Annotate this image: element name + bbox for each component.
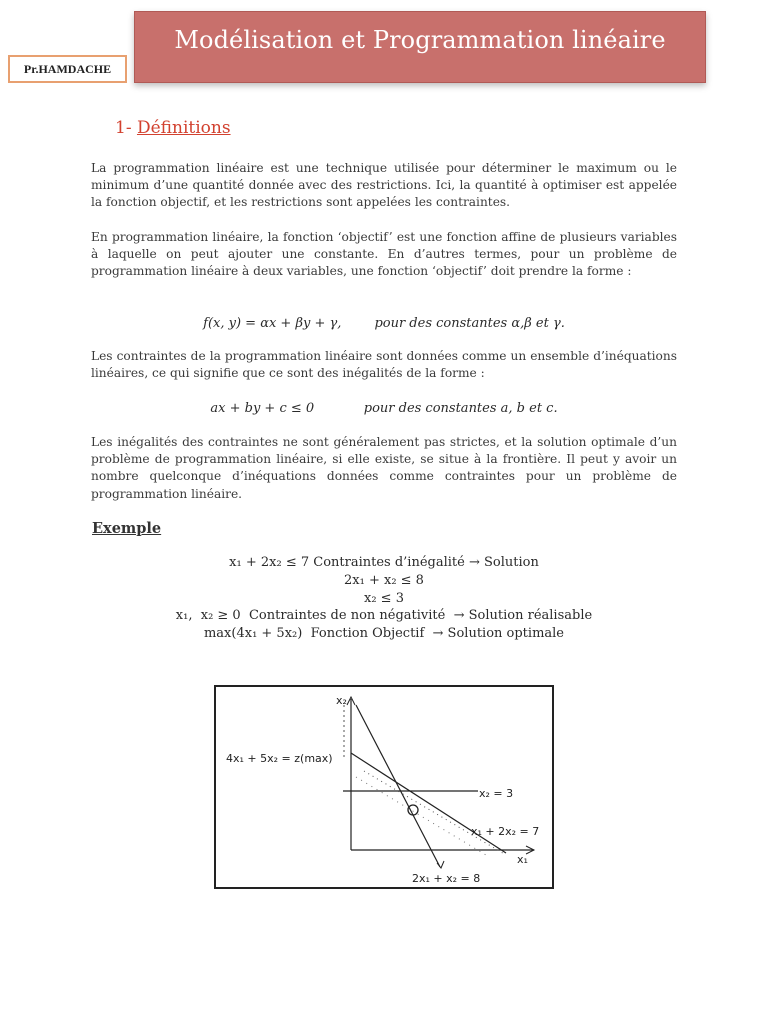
optimal-point-marker xyxy=(408,805,418,815)
paragraph-intro: La programmation linéaire est une technique utilisée pour déterminer le maximum ou le minimum d’une quantité donnée avec des restrictions. Ici, la quantité à optimiser est appelée la fonction objectif, et les restrictions sont appelées les contraintes. xyxy=(91,161,677,210)
example-heading: Exemple xyxy=(92,520,162,537)
x-axis-label: x₁ xyxy=(517,853,528,866)
example-line-2: 2x₁ + x₂ ≤ 8 xyxy=(344,573,424,588)
line-c2-label: 2x₁ + x₂ = 8 xyxy=(412,872,481,885)
example-line-1: x₁ + 2x₂ ≤ 7 Contraintes d’inégalité → Solution xyxy=(229,555,539,570)
example-line-5: max(4x₁ + 5x₂) Fonction Objectif → Solution optimale xyxy=(203,626,564,641)
line-x1-plus-2x2 xyxy=(351,753,506,853)
section-title: Définitions xyxy=(136,118,231,138)
line-2x1-plus-x2 xyxy=(356,705,440,867)
objective-label: 4x₁ + 5x₂ = z(max) xyxy=(226,752,333,765)
paragraph-inequalities: Les inégalités des contraintes ne sont généralement pas strictes, et la solution optimale d’un problème de programmation linéaire, si elle existe, se situe à la frontière. Il peut y avoir un nombre quelconque d’inéquations données comme contraintes pour un problème de programmation linéaire. xyxy=(91,435,677,501)
lp-graph xyxy=(216,687,552,887)
objective-dotted-line xyxy=(364,771,506,855)
paragraph-objective: En programmation linéaire, la fonction ‘objectif’ est une fonction affine de plusieurs variables à laquelle on peut ajouter une constante. En d’autres termes, pour un problème de programmation linéaire à deux variables, une fonction ‘objectif’ doit prendre la forme : xyxy=(91,230,677,279)
section-heading xyxy=(115,118,231,138)
title-banner xyxy=(134,11,706,83)
section-number: 1- xyxy=(115,118,137,138)
page-title: Modélisation et Programmation linéaire xyxy=(174,26,666,54)
author-label: Pr.HAMDACHE xyxy=(8,55,127,83)
lp-graph-figure xyxy=(214,685,554,889)
formula-constraint: ax + by + c ≤ 0 pour des constantes a, b et c. xyxy=(210,401,558,416)
paragraph-constraints: Les contraintes de la programmation linéaire sont données comme un ensemble d’inéquations linéaires, ce qui signifie que ce sont des inégalités de la forme : xyxy=(91,349,677,381)
y-axis-label: x₂ xyxy=(336,694,347,707)
formula-objective: f(x, y) = αx + βy + γ, pour des constantes α,β et γ. xyxy=(203,316,565,331)
objective-dotted-line-2 xyxy=(356,777,486,855)
line-x2-label: x₂ = 3 xyxy=(479,787,514,800)
example-line-4: x₁, x₂ ≥ 0 Contraintes de non négativité → Solution réalisable xyxy=(175,608,593,623)
example-line-3: x₂ ≤ 3 xyxy=(364,591,404,606)
line-c1-label: x₁ + 2x₂ = 7 xyxy=(471,825,540,838)
